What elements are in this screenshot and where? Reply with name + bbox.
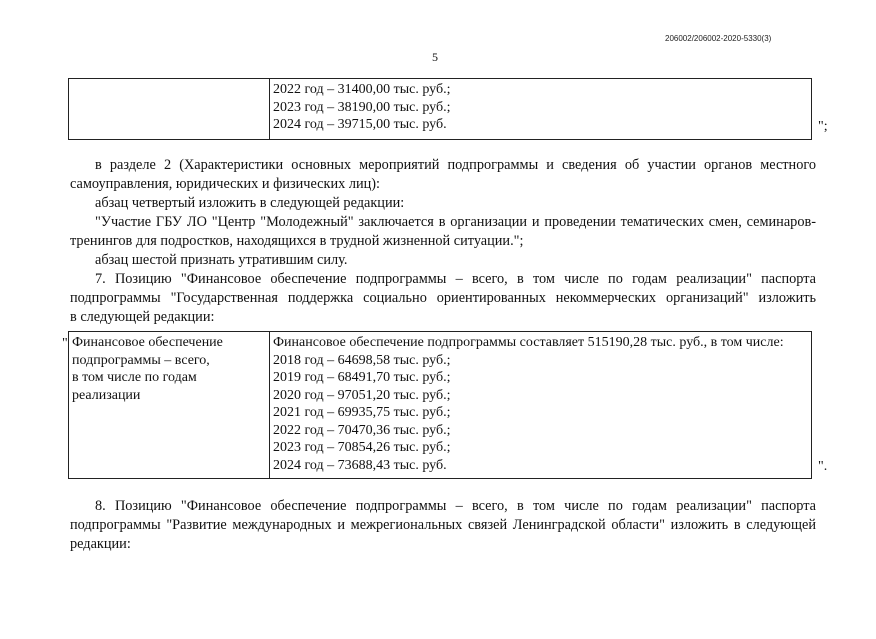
table-label-line: в том числе по годам [72, 370, 197, 385]
table-label-line: реализации [72, 387, 141, 403]
table-line: 2018 год – 64698,58 тыс. руб.; [273, 352, 451, 368]
document-id: 206002/206002-2020-5330(3) [665, 34, 772, 43]
paragraph-line: подпрограммы "Развитие международных и межрегиональных связей Ленинградской области" изложить в следующей [70, 517, 816, 533]
table-line: 2024 год – 39715,00 тыс. руб. [273, 117, 447, 132]
paragraph-section-2 [70, 156, 816, 327]
paragraph-line: 8. Позицию "Финансовое обеспечение подпрограммы – всего, в том числе по годам реализации" паспорта [95, 498, 816, 514]
paragraph-line: подпрограммы "Государственная поддержка социально ориентированных некоммерческих организаций" изложить [70, 290, 816, 306]
table-line: 2020 год – 97051,20 тыс. руб.; [273, 387, 451, 403]
paragraph-line: самоуправления, юридических и физических лиц): [70, 176, 381, 192]
table-line: 2019 год – 68491,70 тыс. руб.; [273, 370, 451, 385]
closing-quote-mark: "; [818, 119, 828, 134]
opening-quote-mark: " [62, 336, 68, 351]
table-line: 2022 год – 31400,00 тыс. руб.; [273, 82, 451, 97]
table-financing-label-cell [69, 332, 270, 479]
table-line: Финансовое обеспечение подпрограммы составляет 515190,28 тыс. руб., в том числе: [273, 335, 784, 350]
table-line: 2022 год – 70470,36 тыс. руб.; [273, 422, 451, 438]
paragraph-line: в разделе 2 (Характеристики основных мероприятий подпрограммы и сведения об участии органов местного [95, 157, 816, 173]
table-line: 2024 год – 73688,43 тыс. руб. [273, 457, 447, 473]
paragraph-item-8 [70, 497, 816, 554]
table-financing [68, 331, 812, 479]
paragraph-line: абзац шестой признать утратившим силу. [95, 252, 348, 268]
table-label-line: Финансовое обеспечение [72, 335, 223, 350]
paragraph-line: редакции: [70, 536, 131, 552]
page-number: 5 [432, 50, 438, 64]
paragraph-line: тренингов для подростков, находящихся в трудной жизненной ситуации."; [70, 233, 524, 249]
table-financing-value-cell [270, 332, 812, 479]
closing-quote-mark: ". [818, 459, 828, 474]
table-continuation-left-cell [69, 79, 270, 140]
paragraph-line: абзац четвертый изложить в следующей редакции: [95, 195, 405, 211]
table-line: 2023 год – 38190,00 тыс. руб.; [273, 99, 451, 115]
paragraph-line: "Участие ГБУ ЛО "Центр "Молодежный" заключается в организации и проведении тематических смен, семинаров- [95, 214, 816, 230]
table-continuation [68, 78, 812, 140]
table-continuation-right-cell [270, 79, 812, 140]
table-label-line: подпрограммы – всего, [72, 352, 210, 368]
paragraph-line: 7. Позицию "Финансовое обеспечение подпрограммы – всего, в том числе по годам реализации" паспорта [95, 271, 816, 287]
table-line: 2021 год – 69935,75 тыс. руб.; [273, 405, 451, 420]
table-line: 2023 год – 70854,26 тыс. руб.; [273, 440, 451, 455]
paragraph-line: в следующей редакции: [70, 309, 215, 325]
